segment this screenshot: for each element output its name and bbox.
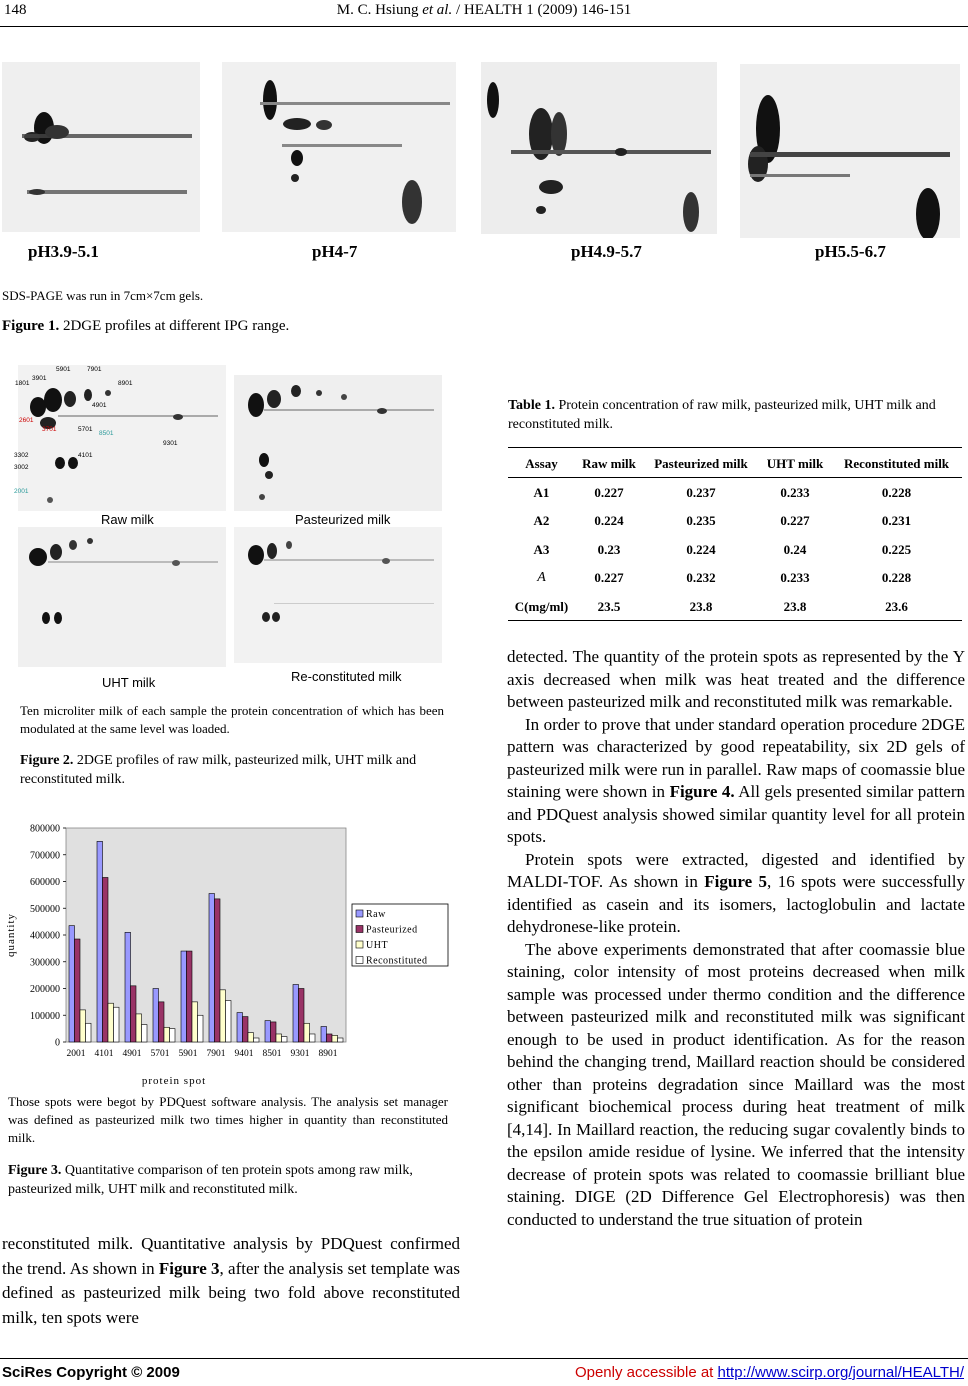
figure3-bar-chart xyxy=(4,818,454,1088)
left-p1-b: , after the analysis set template was defined as pasteurized milk being two fold above reconstituted milk, ten spots were xyxy=(2,1258,460,1327)
y-tick-label: 200000 xyxy=(30,984,60,995)
spot-label-2001: 2001 xyxy=(14,488,29,495)
y-tick-label: 0 xyxy=(55,1037,60,1049)
gel-ph55-67 xyxy=(740,64,960,238)
table-cell: 23.8 xyxy=(783,598,807,614)
figure1-note: SDS-PAGE was run in 7cm×7cm gels. xyxy=(2,288,204,303)
table-cell: 0.235 xyxy=(686,513,716,529)
right-p3 xyxy=(507,849,965,939)
right-p3-figure-ref: Figure 5 xyxy=(704,872,768,891)
bar-uht xyxy=(248,1033,254,1042)
y-tick-label: 300000 xyxy=(30,957,60,969)
table1-caption-label: Table 1. xyxy=(508,398,555,413)
spot-label-4101: 4101 xyxy=(78,452,93,459)
footer-rule xyxy=(0,1358,968,1359)
header-journal: / HEALTH 1 (2009) 146-151 xyxy=(452,2,632,18)
figure2-caption-label: Figure 2. xyxy=(20,753,74,768)
spot-label-4901: 4901 xyxy=(92,402,107,409)
footer-url-link[interactable]: http://www.scirp.org/journal/HEALTH/ xyxy=(717,1364,964,1381)
bar-reconstituted xyxy=(114,1007,120,1042)
spot-label-3302: 3302 xyxy=(14,452,29,459)
legend-label-uht: UHT xyxy=(366,940,389,951)
bar-uht xyxy=(332,1035,338,1042)
x-tick-label: 9301 xyxy=(290,1049,310,1059)
bar-uht xyxy=(80,1010,86,1042)
table1-header: Assay xyxy=(525,456,558,472)
table-cell: 0.237 xyxy=(686,484,716,500)
table1-header: UHT milk xyxy=(766,456,824,472)
bar-raw xyxy=(321,1026,327,1042)
legend-label-pasteurized: Pasteurized xyxy=(366,924,418,936)
table-cell: A xyxy=(537,570,546,586)
bar-pasteurized xyxy=(215,899,221,1042)
figure3-caption-text: Quantitative comparison of ten protein spots among raw milk, pasteurized milk, UHT milk and reconstituted milk. xyxy=(8,1163,413,1197)
running-header xyxy=(0,2,968,19)
table-cell: 0.228 xyxy=(881,484,912,500)
table-cell: 0.224 xyxy=(686,541,716,557)
bar-reconstituted xyxy=(142,1025,148,1042)
y-tick-label: 500000 xyxy=(30,903,60,915)
right-p1: detected. The quantity of the protein spots as represented by the Y axis decreased when milk was heat treated and the difference between pasteurized milk and reconstituted milk was remarkable. xyxy=(507,647,965,711)
footer-access-text: Openly accessible at xyxy=(574,1364,718,1381)
footer-access xyxy=(575,1364,964,1381)
table-cell: A3 xyxy=(533,541,550,557)
table-cell: 0.23 xyxy=(597,541,621,557)
table-cell: 0.225 xyxy=(881,541,912,557)
bar-uht xyxy=(276,1034,282,1042)
spot-label-8901: 8901 xyxy=(118,380,133,387)
bar-raw xyxy=(209,894,215,1042)
table-cell: A1 xyxy=(533,484,550,500)
bar-raw xyxy=(237,1013,243,1042)
bar-pasteurized xyxy=(103,877,109,1042)
table-cell: 0.224 xyxy=(594,513,624,529)
bar-raw xyxy=(181,951,187,1042)
bar-uht xyxy=(220,990,226,1042)
table-row xyxy=(508,479,962,508)
ph-label-1: pH3.9-5.1 xyxy=(28,242,99,261)
bar-pasteurized xyxy=(131,986,137,1042)
table-row xyxy=(508,564,962,593)
bar-pasteurized xyxy=(299,989,305,1043)
y-axis-label: quantity xyxy=(5,912,17,958)
bar-raw xyxy=(97,841,103,1042)
figure1-caption xyxy=(2,318,289,335)
header-authors: M. C. Hsiung xyxy=(336,2,423,18)
x-tick-label: 8901 xyxy=(318,1049,338,1059)
footer-copyright: SciRes Copyright © 2009 xyxy=(2,1364,180,1381)
y-tick-label: 700000 xyxy=(30,850,60,862)
table-cell: 23.8 xyxy=(689,598,713,614)
right-p2-a: In order to prove that under standard operation procedure 2DGE pattern was characterized by good repeatability, six 2D gels of pasteurized milk were run in parallel. Raw maps of coomassie blue staining were shown in xyxy=(507,714,965,801)
bar-reconstituted xyxy=(282,1037,288,1042)
legend-swatch-uht xyxy=(356,941,363,948)
gel-label-raw: Raw milk xyxy=(101,512,154,527)
spot-label-3901: 3901 xyxy=(32,375,47,382)
bar-pasteurized xyxy=(271,1022,277,1042)
bar-reconstituted xyxy=(226,1001,232,1042)
spot-label-2601: 2601 xyxy=(19,417,34,424)
x-tick-label: 4901 xyxy=(122,1049,142,1059)
table1-header: Reconstituted milk xyxy=(843,456,950,472)
x-tick-label: 2001 xyxy=(66,1049,86,1059)
spot-label-5901: 5901 xyxy=(56,366,71,373)
bar-pasteurized xyxy=(327,1034,333,1042)
y-tick-label: 400000 xyxy=(30,930,60,942)
figure3-note: Those spots were begot by PDQuest software analysis. The analysis set manager was defined as pasteurized milk two times higher in quantity than reconstituted milk. xyxy=(8,1094,448,1145)
spot-label-3002: 3002 xyxy=(14,464,29,471)
bar-pasteurized xyxy=(243,1017,249,1042)
spot-label-7901: 7901 xyxy=(87,366,102,373)
spot-label-3701: 3701 xyxy=(42,426,57,433)
figure1-caption-text: 2DGE profiles at different IPG range. xyxy=(59,318,290,334)
header-rule xyxy=(0,26,968,27)
right-p3-a: Protein spots were extracted, digested and identified by MALDI-TOF. As shown in xyxy=(507,849,965,891)
table-cell: 0.227 xyxy=(594,484,624,500)
bar-raw xyxy=(125,932,131,1042)
table-cell: 0.233 xyxy=(780,570,810,586)
table-cell: 23.6 xyxy=(885,598,908,614)
table-row xyxy=(508,507,962,536)
spot-label-1801: 1801 xyxy=(15,380,30,387)
spot-label-9301: 9301 xyxy=(163,440,178,447)
y-tick-label: 600000 xyxy=(30,877,60,888)
figure2-note: Ten microliter milk of each sample the protein concentration of which has been modulated at the same level was loaded. xyxy=(20,703,444,736)
x-axis-label: protein spot xyxy=(141,1075,207,1087)
spot-label-8501: 8501 xyxy=(99,430,114,437)
x-tick-label: 5701 xyxy=(150,1049,170,1059)
bar-uht xyxy=(304,1023,310,1042)
table1-top-rule xyxy=(508,447,962,448)
table-cell: 0.228 xyxy=(881,570,912,586)
legend-label-reconstituted: Reconstituted xyxy=(366,955,428,967)
bar-reconstituted xyxy=(198,1015,204,1042)
bar-reconstituted xyxy=(338,1038,344,1042)
table-cell: A2 xyxy=(533,513,550,529)
figure3-caption-label: Figure 3. xyxy=(8,1163,62,1178)
table-cell: 0.227 xyxy=(594,570,624,586)
ph-label-4: pH5.5-6.7 xyxy=(815,242,886,261)
bar-reconstituted xyxy=(310,1034,316,1042)
bar-raw xyxy=(293,984,299,1042)
ph-label-2: pH4-7 xyxy=(312,242,358,261)
gel-reconstituted-milk xyxy=(234,527,442,663)
table-cell: 0.227 xyxy=(780,513,810,529)
bar-raw xyxy=(265,1021,271,1042)
right-p2 xyxy=(507,714,965,849)
gel-pasteurized-milk xyxy=(234,375,442,511)
figure1-caption-label: Figure 1. xyxy=(2,318,60,334)
bar-pasteurized xyxy=(187,951,193,1042)
spot-label-5701: 5701 xyxy=(78,426,93,433)
bar-reconstituted xyxy=(86,1023,92,1042)
legend-swatch-reconstituted xyxy=(356,957,363,964)
table-cell: 0.232 xyxy=(686,570,716,586)
table1 xyxy=(508,450,962,621)
figure2-caption xyxy=(20,751,450,789)
gel-ph49-57 xyxy=(481,62,717,234)
x-tick-label: 7901 xyxy=(206,1049,226,1059)
bar-uht xyxy=(108,1003,114,1042)
table-cell: 0.231 xyxy=(881,513,912,529)
bar-uht xyxy=(164,1027,170,1042)
bar-pasteurized xyxy=(75,939,81,1042)
table-row xyxy=(508,593,962,622)
table-cell: 0.24 xyxy=(783,541,807,557)
table-cell: C(mg/ml) xyxy=(514,598,569,614)
gel-ph39-51 xyxy=(2,62,200,232)
y-tick-label: 100000 xyxy=(30,1010,60,1022)
figure3-caption xyxy=(8,1161,453,1199)
bar-reconstituted xyxy=(170,1029,176,1042)
table-row xyxy=(508,536,962,565)
y-tick-label: 800000 xyxy=(30,823,60,835)
gel-ph4-7 xyxy=(222,62,456,232)
table1-caption-text: Protein concentration of raw milk, pasteurized milk, UHT milk and reconstituted milk. xyxy=(508,398,936,432)
right-p2-figure-ref: Figure 4. xyxy=(669,782,735,801)
page-number: 148 xyxy=(4,2,27,18)
gel-label-uht: UHT milk xyxy=(102,675,156,690)
table1-header: Pasteurized milk xyxy=(654,456,748,472)
legend-swatch-raw xyxy=(356,910,363,917)
x-tick-label: 5901 xyxy=(178,1049,198,1059)
bar-reconstituted xyxy=(254,1038,260,1042)
bar-uht xyxy=(192,1002,198,1042)
x-tick-label: 9401 xyxy=(234,1049,254,1059)
right-column-text xyxy=(507,646,965,1231)
ph-label-3: pH4.9-5.7 xyxy=(571,242,642,261)
gel-uht-milk xyxy=(18,527,226,667)
legend-label-raw: Raw xyxy=(366,909,386,920)
left-p1-figure-ref: Figure 3 xyxy=(158,1258,220,1278)
table-cell: 0.233 xyxy=(780,484,810,500)
header-etal: et al. xyxy=(422,2,453,18)
gel-label-pasteurized: Pasteurized milk xyxy=(295,512,391,527)
figure2-caption-text: 2DGE profiles of raw milk, pasteurized milk, UHT milk and reconstituted milk. xyxy=(20,753,417,787)
gel-label-reconstituted: Re-constituted milk xyxy=(291,669,402,684)
x-tick-label: 4101 xyxy=(94,1049,114,1059)
table1-header: Raw milk xyxy=(582,456,636,472)
right-p2-b: All gels presented similar pattern and PDQuest analysis showed similar quantity level for all protein spots. xyxy=(507,782,966,846)
left-column-text xyxy=(2,1232,460,1330)
bar-raw xyxy=(69,926,75,1042)
right-p3-b: , 16 spots were successfully identified as casein and its isomers, lactoglobulin and lactate dehydronese-like protein. xyxy=(507,872,965,936)
bar-uht xyxy=(136,1014,142,1042)
bar-pasteurized xyxy=(159,1002,165,1042)
bar-raw xyxy=(153,989,159,1043)
legend-swatch-pasteurized xyxy=(356,926,363,933)
table1-header-row xyxy=(508,450,962,479)
right-p4: The above experiments demonstrated that after coomassie blue staining, color intensity of most proteins decreased when milk sample was processed under thermo condition and the difference between pasteurized milk and reconstituted milk was significant enough to be used in product identification. As for the reason behind the changing trend, Maillard reaction should be considered other than proteins degradation since Maillard was the most significant biochemical process during heat treatment of milk [4,14]. In Maillard reaction, the reducing sugar covalently binds to the epsilon amide residue of lysine. We inferred that the intensity decrease of protein spots was related to coomassie brilliant blue staining. DIGE (2D Difference Gel Electrophoresis) was then conducted to understand the true situation of protein xyxy=(507,939,965,1229)
table-cell: 23.5 xyxy=(597,598,621,614)
x-tick-label: 8501 xyxy=(262,1049,282,1059)
left-p1-a: reconstituted milk. Quantitative analysis by PDQuest confirmed the trend. As shown in xyxy=(2,1234,460,1278)
table1-caption xyxy=(508,396,966,434)
